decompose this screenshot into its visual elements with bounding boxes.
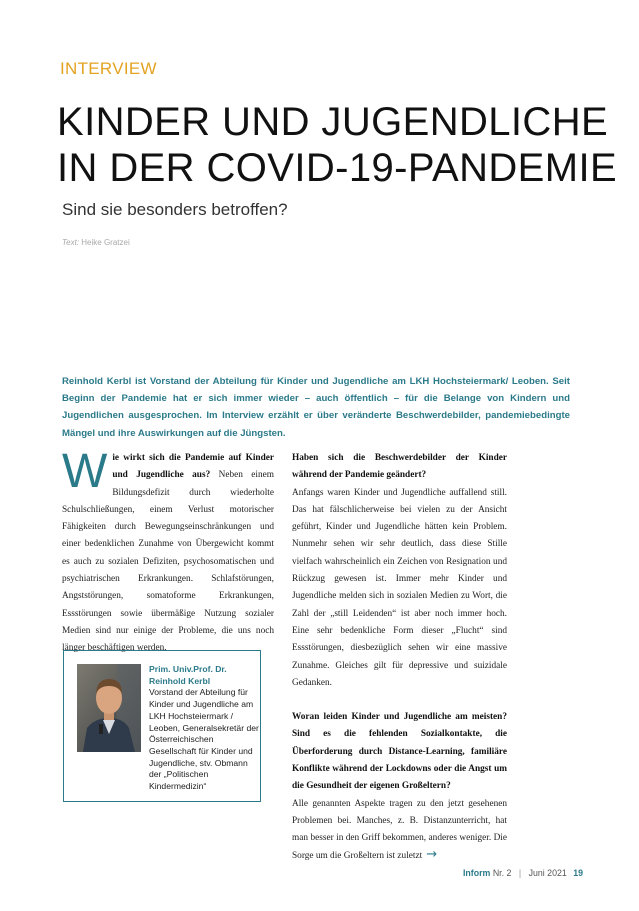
drop-cap: W — [62, 445, 108, 498]
author-label: Text: — [62, 238, 80, 247]
portrait-photo — [77, 664, 141, 752]
title-line-1: KINDER UND JUGENDLICHE — [57, 100, 609, 144]
footer-publication: Inform — [462, 868, 491, 878]
article-subtitle: Sind sie besonders betroffen? — [62, 200, 288, 219]
author-credit — [62, 238, 130, 247]
bio-description: Vorstand der Abteilung für Kinder und Jugendliche am LKH Hochsteiermark / Leoben, Generalsekretär der Österreichischen Gesellschaft für Kinder und Jugendliche, stv. Obmann der „Politischen Kindermedizin“ — [149, 687, 259, 792]
arrow-right-icon: → — [426, 846, 438, 862]
bio-name-line-1: Prim. Univ.Prof. Dr. — [149, 664, 227, 674]
answer-2: Anfangs waren Kinder und Jugendliche auffallend still. Das hat fälschlicherweise bei vielen zu der Ansicht geführt, Kinder und Jugendliche hätten kein Problem. Nunmehr sehen wir sehr deutlich, dass diese Stille vielfach wahrscheinlich ein Zeichen von Resignation und Rückzug gewesen ist. Immer mehr Kinder und Jugendliche melden sich in sozialen Medien zu Wort, die Zahl der „still Leidenden“ ist aber noch immer hoch. Eine sehr bedenkliche Form dieser „Flucht“ sind Essstörungen, diesbezüglich sehen wir eine massive Zunahme. Gleiches gilt für depressive und suizidale Gedanken. — [292, 487, 507, 688]
question-1: ie wirkt sich die Pandemie auf Kinder und Jugendliche aus? — [112, 453, 274, 481]
question-2: Haben sich die Beschwerdebilder der Kinder während der Pandemie geändert? — [292, 453, 507, 481]
page-number: 19 — [573, 868, 583, 878]
answer-3: Alle genannten Aspekte tragen zu den jetzt gesehenen Problemen bei. Manches, z. B. Distanzunterricht, hat man besser in den Griff bekommen, anderes weniger. Die Sorge um die Großeltern ist zuletzt — [292, 798, 507, 861]
bio-text — [149, 664, 261, 793]
footer-date: Juni 2021 — [528, 868, 567, 878]
footer-separator: | — [518, 868, 522, 878]
answer-1: Neben einem Bildungsdefizit durch wiederholte Schulschließungen, einem Verlust motorischer Fähigkeiten durch Bewegungseinschränkungen und einer bedenklichen Zunahme von Übergewicht kommt es auch zu sozialen Defiziten, psychosomatischen und psychiatrischen Erkrankungen. Schlafstörungen, Angststörungen, somatoforme Erkrankungen, Essstörungen sowie übermäßige Nutzung sozialer Medien sind nur einige der Probleme, die uns noch länger beschäftigen werden. — [62, 470, 274, 654]
column-2 — [292, 450, 507, 865]
article-title — [57, 99, 617, 191]
page-footer — [463, 868, 583, 878]
lead-paragraph: Reinhold Kerbl ist Vorstand der Abteilung für Kinder und Jugendliche am LKH Hochsteiermark/ Leoben. Seit Beginn der Pandemie hat er sich immer wieder – auch öffentlich – für die Belange von Kindern und Jugendlichen ausgesprochen. Im Interview erzählt er über veränderte Beschwerdebilder, pandemiebedingte Mängel und ihre Auswirkungen auf die Jüngsten. — [62, 376, 570, 439]
column-1 — [62, 445, 274, 658]
answer-3-wrap — [292, 796, 507, 865]
footer-issue: Nr. 2 — [492, 868, 512, 878]
question-3: Woran leiden Kinder und Jugendliche am meisten? Sind es die fehlenden Sozialkontakte, die Überforderung durch Distance-Learning, familiäre Konflikte während der Lockdowns oder die Angst um die Gesundheit der eigenen Großeltern? — [292, 712, 507, 792]
author-name: Heike Gratzei — [81, 238, 130, 247]
section-kicker: INTERVIEW — [60, 59, 157, 78]
title-line-2: IN DER COVID-19-PANDEMIE — [57, 146, 618, 190]
bio-name-line-2: Reinhold Kerbl — [149, 675, 211, 686]
